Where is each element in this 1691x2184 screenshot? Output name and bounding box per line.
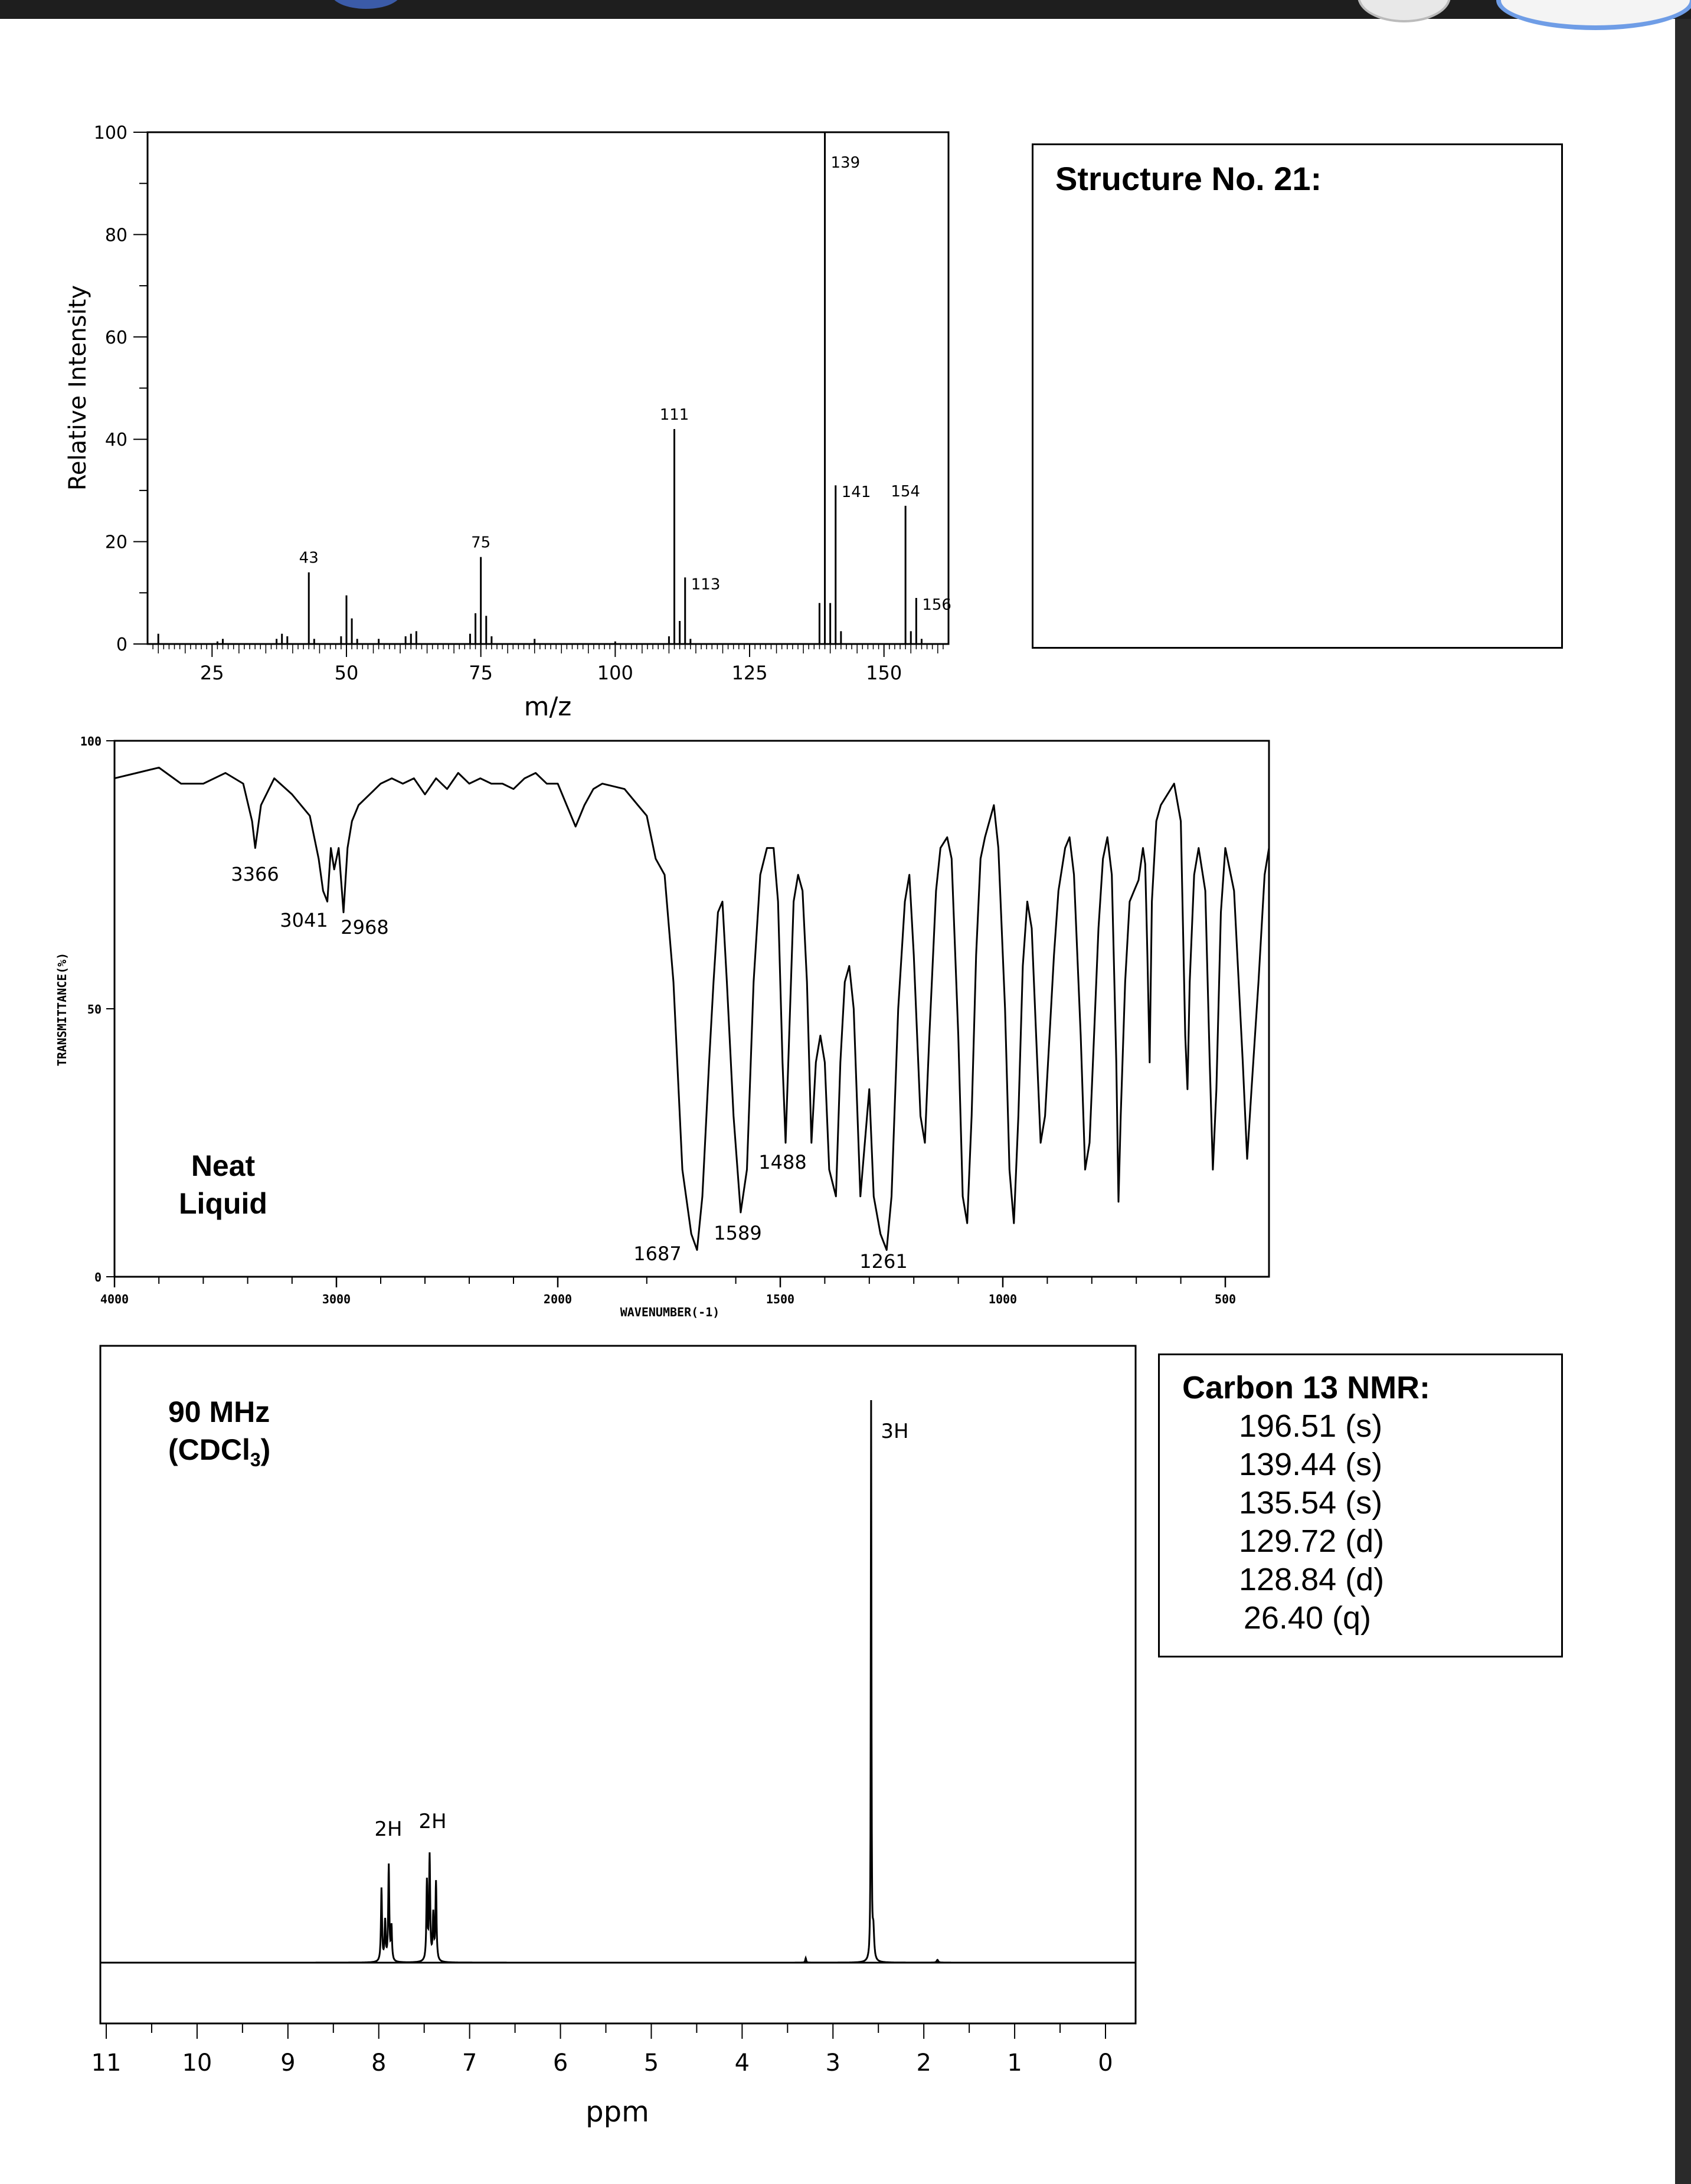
ms-peak-label: 156 <box>922 596 951 614</box>
ir-band-label: 1488 <box>758 1151 807 1173</box>
nmr-frequency-label: 90 MHz <box>168 1395 270 1428</box>
nmr-x-tick-label: 7 <box>462 2049 477 2077</box>
ir-band-label: 3366 <box>231 863 279 885</box>
ms-x-axis-label: m/z <box>524 692 572 722</box>
ms-y-tick-label: 100 <box>93 123 127 143</box>
carbon13-box <box>1158 1353 1563 1657</box>
ir-y-tick-label: 50 <box>87 1002 102 1016</box>
ir-band-label: 1261 <box>859 1250 908 1273</box>
ms-peak-label: 141 <box>841 483 871 502</box>
nmr-trace <box>100 1400 1136 1963</box>
ms-peak-label: 139 <box>830 154 861 172</box>
ms-x-tick-label: 50 <box>334 662 359 684</box>
ir-sample-line-2: Liquid <box>179 1187 267 1220</box>
ms-peak-label: 154 <box>891 482 920 501</box>
ms-y-axis-label: Relative Intensity <box>64 285 91 491</box>
ir-x-tick-label: 1500 <box>766 1292 795 1306</box>
nmr-x-tick-label: 1 <box>1007 2049 1022 2077</box>
ir-x-axis-label: WAVENUMBER(-1) <box>620 1305 720 1319</box>
ir-x-tick-label: 1000 <box>988 1292 1018 1306</box>
ir-band-label: 1687 <box>633 1243 682 1265</box>
nmr-x-tick-label: 4 <box>734 2049 750 2077</box>
nmr-x-axis-label: ppm <box>586 2095 649 2129</box>
ir-band-label: 2968 <box>341 916 389 939</box>
carbon13-shift: 26.40 (q) <box>1243 1600 1371 1636</box>
ms-y-tick-label: 0 <box>116 635 127 655</box>
structure-label: Structure No. 21: <box>1055 160 1322 197</box>
ms-peak-label: 75 <box>471 534 491 552</box>
ir-y-tick-label: 0 <box>94 1270 102 1284</box>
ms-x-tick-label: 75 <box>469 662 493 684</box>
nmr-integration-label: 2H <box>374 1817 403 1841</box>
nmr-x-tick-label: 9 <box>280 2049 296 2077</box>
ms-y-tick-label: 60 <box>104 327 127 348</box>
ir-band-label: 3041 <box>280 909 328 931</box>
carbon13-shift: 129.72 (d) <box>1239 1523 1385 1559</box>
carbon13-shift: 196.51 (s) <box>1239 1408 1383 1444</box>
ms-peak-label: 111 <box>659 406 689 424</box>
ir-sample-line-1: Neat <box>191 1149 256 1182</box>
nmr-integration-label: 2H <box>418 1810 447 1833</box>
nmr-x-tick-label: 10 <box>182 2049 212 2077</box>
ms-x-tick-label: 25 <box>199 662 224 684</box>
nmr-x-tick-label: 2 <box>916 2049 931 2077</box>
ms-y-tick-label: 40 <box>104 430 127 451</box>
carbon13-shift: 128.84 (d) <box>1239 1562 1385 1597</box>
ir-y-tick-label: 100 <box>80 734 102 748</box>
nmr-integration-label: 3H <box>881 1420 909 1443</box>
carbon13-shift: 139.44 (s) <box>1239 1447 1383 1482</box>
ir-y-axis-label: TRANSMITTANCE(%) <box>55 952 69 1067</box>
ir-sample-label <box>164 1147 282 1222</box>
nmr-x-tick-label: 3 <box>825 2049 840 2077</box>
nmr-x-tick-label: 8 <box>371 2049 387 2077</box>
nmr-labels <box>374 1420 908 1841</box>
nmr-solvent-label: (CDCl$_3$) <box>168 1433 271 1470</box>
ir-band-label: 1589 <box>714 1222 762 1244</box>
nmr-conditions-label <box>168 1393 270 1479</box>
ir-x-tick-label: 4000 <box>100 1292 129 1306</box>
nmr-series-line <box>106 1400 1119 1963</box>
ms-peak-label: 113 <box>691 576 721 594</box>
nmr-x-tick-label: 0 <box>1098 2049 1113 2077</box>
ms-x-tick-label: 100 <box>597 662 633 684</box>
ir-x-tick-label: 500 <box>1214 1292 1237 1306</box>
carbon13-title: Carbon 13 NMR: <box>1182 1370 1431 1405</box>
structure-box <box>1032 143 1563 649</box>
ir-x-tick-label: 3000 <box>322 1292 351 1306</box>
ms-y-tick-label: 80 <box>104 225 127 246</box>
ir-x-tick-label: 2000 <box>543 1292 573 1306</box>
nmr-x-tick-label: 11 <box>91 2049 122 2077</box>
ms-x-tick-label: 150 <box>866 662 902 684</box>
ms-peak-label: 43 <box>299 549 319 567</box>
nmr-x-tick-label: 6 <box>552 2049 568 2077</box>
carbon13-shift-list <box>1239 1407 1385 1637</box>
ms-x-tick-label: 125 <box>731 662 768 684</box>
carbon13-shift: 135.54 (s) <box>1239 1485 1383 1521</box>
nmr-x-tick-label: 5 <box>643 2049 659 2077</box>
ms-y-tick-label: 20 <box>104 532 127 553</box>
